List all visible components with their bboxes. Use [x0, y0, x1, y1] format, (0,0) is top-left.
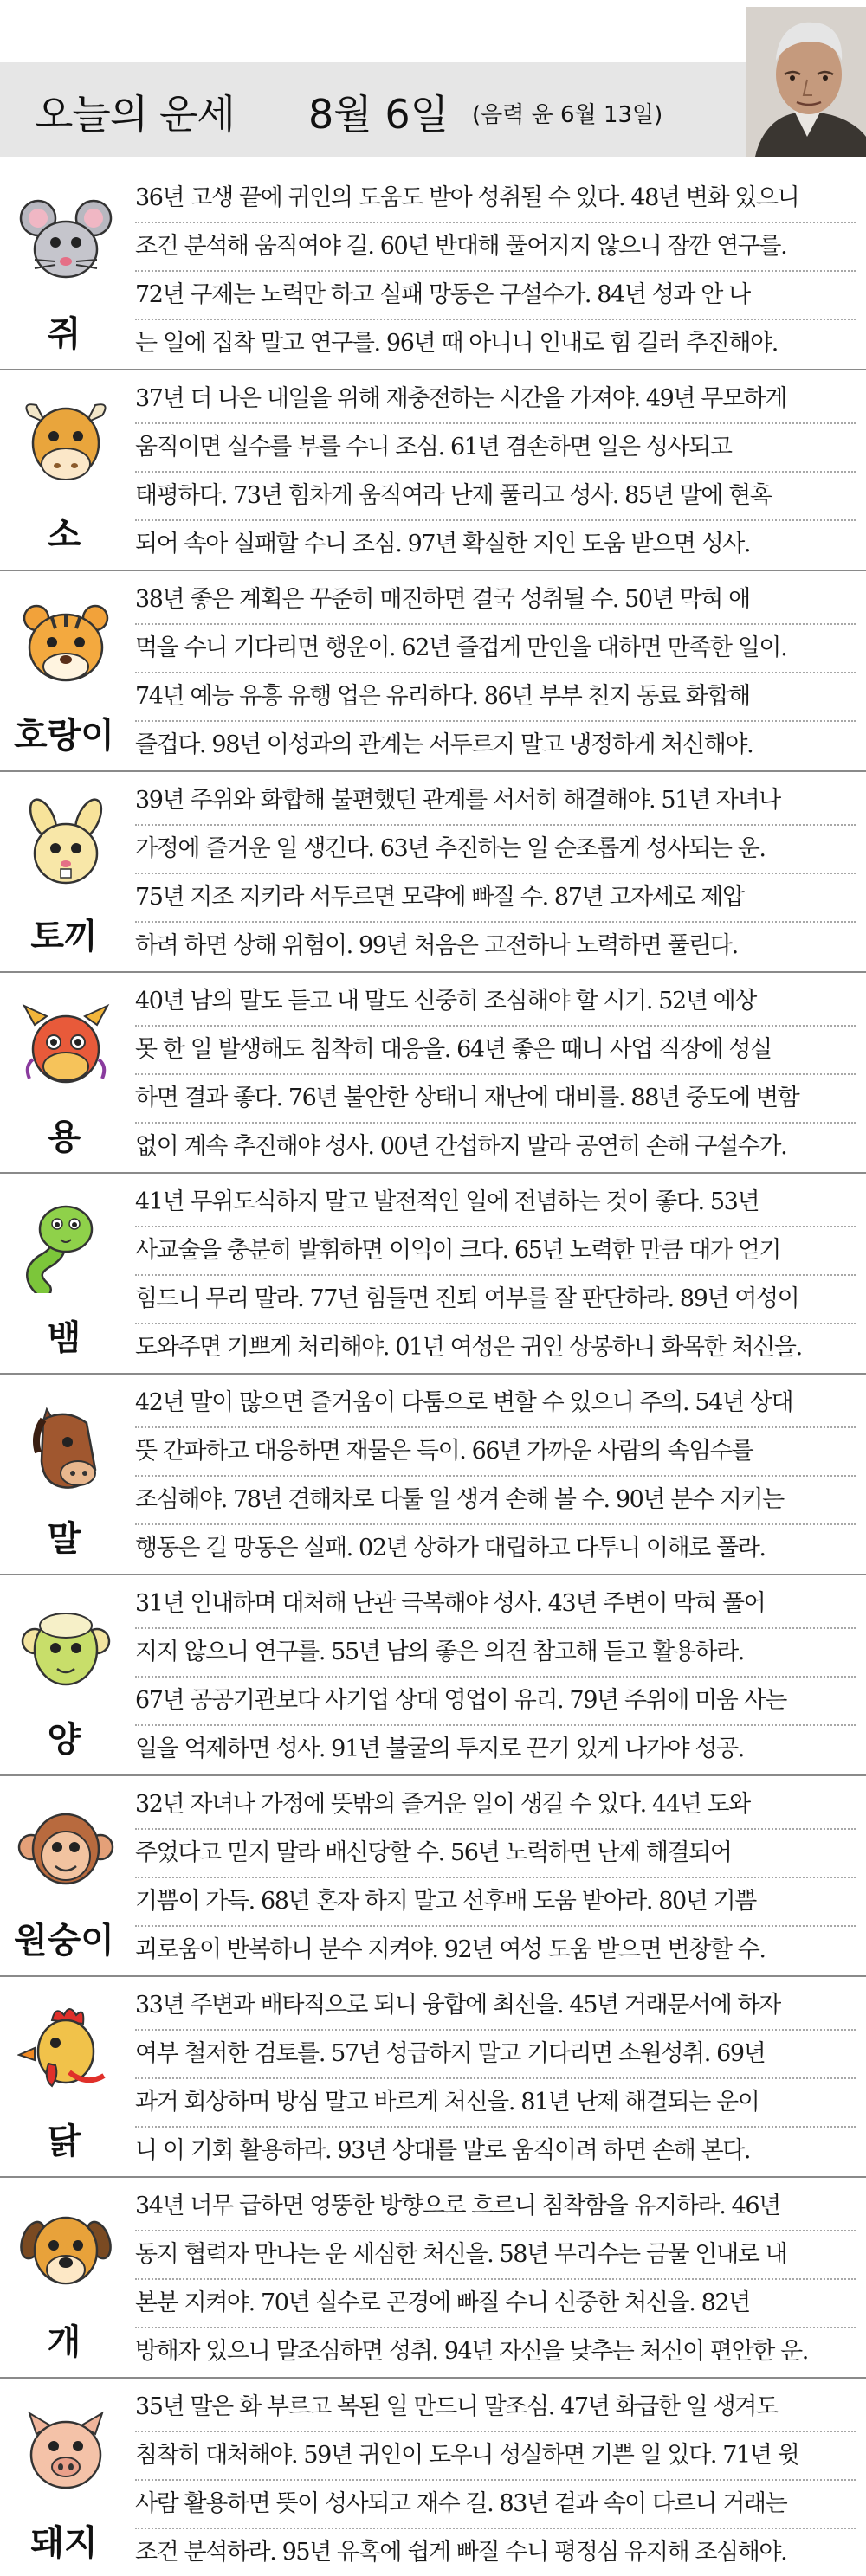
fortune-line: 못 한 일 발생해도 침착히 대응을. 64년 좋은 때니 사업 직장에 성실 — [135, 1027, 856, 1075]
zodiac-row-dragon — [0, 969, 866, 1170]
fortune-line: 뜻 간파하고 대응하면 재물은 득이. 66년 가까운 사람의 속임수를 — [135, 1428, 856, 1477]
dragon-icon — [17, 999, 114, 1092]
zodiac-row-rabbit — [0, 769, 866, 969]
fortune-line: 니 이 기회 활용하라. 93년 상대를 말로 움직이려 하면 손해 본다. — [135, 2137, 751, 2164]
horse-icon — [17, 1401, 114, 1494]
animal-name: 쥐 — [47, 314, 81, 354]
zodiac-animal-rat — [0, 166, 128, 367]
animal-name: 용 — [47, 1117, 81, 1157]
animal-name: 닭 — [47, 2122, 81, 2161]
fortune-line: 움직이면 실수를 부를 수니 조심. 61년 겸손하면 일은 성사되고 — [135, 424, 856, 473]
date-label: 8월 6일 — [308, 91, 449, 138]
fortune-line: 힘드니 무리 말라. 77년 힘들면 진퇴 여부를 잘 판단하라. 89년 여성이 — [135, 1276, 856, 1324]
animal-name: 양 — [47, 1720, 81, 1760]
fortune-line: 없이 계속 추진해야 성사. 00년 간섭하지 말라 공연히 손해 구설수가. — [135, 1133, 787, 1160]
fortune-line: 는 일에 집착 말고 연구를. 96년 때 아니니 인내로 힘 길러 추진해야. — [135, 330, 778, 357]
columnist-portrait — [746, 7, 866, 157]
fortune-line: 여부 철저한 검토를. 57년 성급하지 말고 기다리면 소원성취. 69년 — [135, 2031, 856, 2079]
animal-name: 말 — [47, 1519, 81, 1559]
pig-icon — [17, 2405, 114, 2498]
zodiac-row-ox — [0, 367, 866, 568]
fortune-line: 36년 고생 끝에 귀인의 도움도 받아 성취될 수 있다. 48년 변화 있으니 — [135, 175, 856, 223]
fortune-text — [135, 1982, 856, 2173]
fortune-line: 사람 활용하면 뜻이 성사되고 재수 길. 83년 겉과 속이 다르니 거래는 — [135, 2481, 856, 2529]
fortune-line: 75년 지조 지키라 서두르면 모략에 빠질 수. 87년 고자세로 제압 — [135, 874, 856, 923]
fortune-line: 과거 회상하며 방심 말고 바르게 처신을. 81년 난제 해결되는 운이 — [135, 2079, 856, 2128]
page-title: 오늘의 운세 — [35, 91, 235, 138]
fortune-line: 조건 분석하라. 95년 유혹에 쉽게 빠질 수니 평정심 유지해 조심해야. — [135, 2539, 787, 2566]
tiger-icon — [17, 597, 114, 691]
fortune-line: 38년 좋은 계획은 꾸준히 매진하면 결국 성취될 수. 50년 막혀 애 — [135, 576, 856, 625]
fortune-line: 동지 협력자 만나는 운 세심한 처신을. 58년 무리수는 금물 인내로 내 — [135, 2231, 856, 2280]
monkey-icon — [17, 1802, 114, 1896]
fortune-line: 42년 말이 많으면 즐거움이 다툼으로 변할 수 있으니 주의. 54년 상대 — [135, 1380, 856, 1428]
fortune-line: 하려 하면 상해 위험이. 99년 처음은 고전하나 노력하면 풀린다. — [135, 932, 738, 959]
fortune-line: 즐겁다. 98년 이성과의 관계는 서두르지 말고 냉정하게 처신해야. — [135, 731, 753, 758]
fortune-line: 31년 인내하며 대처해 난관 극복해야 성사. 43년 주변이 막혀 풀어 — [135, 1581, 856, 1629]
fortune-line: 67년 공공기관보다 사기업 상대 영업이 유리. 79년 주위에 미움 사는 — [135, 1678, 856, 1726]
sheep-icon — [17, 1601, 114, 1695]
fortune-line: 40년 남의 말도 듣고 내 말도 신중히 조심해야 할 시기. 52년 예상 — [135, 978, 856, 1027]
animal-name: 돼지 — [30, 2523, 98, 2563]
animal-name: 소 — [47, 515, 81, 555]
rooster-icon — [17, 2003, 114, 2096]
fortune-text — [135, 1380, 856, 1570]
zodiac-animal-tiger — [0, 568, 128, 769]
fortune-line: 32년 자녀나 가정에 뜻밖의 즐거운 일이 생길 수 있다. 44년 도와 — [135, 1781, 856, 1830]
fortune-text — [135, 175, 856, 365]
fortune-line: 33년 주변과 배타적으로 되니 융합에 최선을. 45년 거래문서에 하자 — [135, 1982, 856, 2031]
zodiac-animal-pig — [0, 2375, 128, 2576]
fortune-line: 39년 주위와 화합해 불편했던 관계를 서서히 해결해야. 51년 자녀나 — [135, 777, 856, 826]
fortune-text — [135, 2384, 856, 2574]
fortune-line: 74년 예능 유흥 유행 업은 유리하다. 86년 부부 친지 동료 화합해 — [135, 673, 856, 722]
zodiac-row-snake — [0, 1170, 866, 1371]
zodiac-row-horse — [0, 1371, 866, 1572]
fortune-text — [135, 1581, 856, 1771]
fortune-line: 41년 무위도식하지 말고 발전적인 일에 전념하는 것이 좋다. 53년 — [135, 1179, 856, 1227]
fortune-line: 행동은 길 망동은 실패. 02년 상하가 대립하고 다투니 이해로 풀라. — [135, 1535, 766, 1562]
zodiac-animal-sheep — [0, 1572, 128, 1773]
animal-name: 토끼 — [30, 917, 98, 956]
fortune-line: 되어 속아 실패할 수니 조심. 97년 확실한 지인 도움 받으면 성사. — [135, 531, 751, 557]
rat-icon — [17, 196, 114, 289]
snake-icon — [17, 1200, 114, 1293]
fortune-line: 가정에 즐거운 일 생긴다. 63년 추진하는 일 순조롭게 성사되는 운. — [135, 826, 856, 874]
fortune-line: 태평하다. 73년 힘차게 움직여라 난제 풀리고 성사. 85년 말에 현혹 — [135, 473, 856, 521]
fortune-line: 기쁨이 가득. 68년 혼자 하지 말고 선후배 도움 받아라. 80년 기쁨 — [135, 1878, 856, 1927]
fortune-line: 35년 말은 화 부르고 복된 일 만드니 말조심. 47년 화급한 일 생겨도 — [135, 2384, 856, 2432]
fortune-text — [135, 2183, 856, 2373]
fortune-line: 37년 더 나은 내일을 위해 재충전하는 시간을 가져야. 49년 무모하게 — [135, 376, 856, 424]
ox-icon — [17, 396, 114, 490]
fortune-line: 사교술을 충분히 발휘하면 이익이 크다. 65년 노력한 만큼 대가 얻기 — [135, 1227, 856, 1276]
fortune-line: 일을 억제하면 성사. 91년 불굴의 투지로 끈기 있게 나가야 성공. — [135, 1736, 744, 1762]
fortune-line: 먹을 수니 기다리면 행운이. 62년 즐겁게 만인을 대하면 만족한 일이. — [135, 625, 856, 673]
zodiac-animal-snake — [0, 1170, 128, 1371]
fortune-text — [135, 376, 856, 566]
fortune-line: 본분 지켜야. 70년 실수로 곤경에 빠질 수니 신중한 처신을. 82년 — [135, 2280, 856, 2328]
zodiac-row-rat — [0, 166, 866, 367]
fortune-text — [135, 576, 856, 767]
zodiac-animal-rooster — [0, 1974, 128, 2174]
fortune-line: 하면 결과 좋다. 76년 불안한 상태니 재난에 대비를. 88년 중도에 변함 — [135, 1075, 856, 1124]
animal-name: 개 — [47, 2322, 81, 2362]
fortune-line: 괴로움이 반복하니 분수 지켜야. 92년 여성 도움 받으면 번창할 수. — [135, 1936, 766, 1963]
fortune-text — [135, 777, 856, 968]
fortune-line: 주었다고 믿지 말라 배신당할 수. 56년 노력하면 난제 해결되어 — [135, 1830, 856, 1878]
zodiac-row-sheep — [0, 1572, 866, 1773]
zodiac-animal-dragon — [0, 969, 128, 1170]
fortune-text — [135, 1781, 856, 1972]
zodiac-animal-rabbit — [0, 769, 128, 969]
fortune-line: 조건 분석해 움직여야 길. 60년 반대해 풀어지지 않으니 잠깐 연구를. — [135, 223, 856, 272]
fortune-line: 방해자 있으니 말조심하면 성취. 94년 자신을 낮추는 처신이 편안한 운. — [135, 2338, 808, 2365]
page-header — [0, 0, 866, 157]
zodiac-row-dog — [0, 2174, 866, 2375]
animal-name: 호랑이 — [14, 716, 114, 756]
zodiac-animal-monkey — [0, 1773, 128, 1974]
rabbit-icon — [17, 798, 114, 892]
fortune-text — [135, 978, 856, 1169]
fortune-line: 72년 구제는 노력만 하고 실패 망동은 구설수가. 84년 성과 안 나 — [135, 272, 856, 320]
animal-name: 원숭이 — [14, 1921, 114, 1961]
lunar-date-label: (음력 윤 6월 13일) — [472, 102, 663, 128]
zodiac-row-rooster — [0, 1974, 866, 2174]
zodiac-row-pig — [0, 2375, 866, 2576]
zodiac-animal-horse — [0, 1371, 128, 1572]
fortune-text — [135, 1179, 856, 1369]
zodiac-animal-dog — [0, 2174, 128, 2375]
zodiac-animal-ox — [0, 367, 128, 568]
dog-icon — [17, 2204, 114, 2297]
animal-name: 뱀 — [47, 1318, 81, 1358]
fortune-line: 조심해야. 78년 견해차로 다툴 일 생겨 손해 볼 수. 90년 분수 지키는 — [135, 1477, 856, 1525]
fortune-line: 도와주면 기쁘게 처리해야. 01년 여성은 귀인 상봉하니 화목한 처신을. — [135, 1334, 802, 1361]
fortune-line: 지지 않으니 연구를. 55년 남의 좋은 의견 참고해 듣고 활용하라. — [135, 1629, 856, 1678]
fortune-line: 34년 너무 급하면 엉뚱한 방향으로 흐르니 침착함을 유지하라. 46년 — [135, 2183, 856, 2231]
zodiac-row-tiger — [0, 568, 866, 769]
zodiac-row-monkey — [0, 1773, 866, 1974]
fortune-line: 침착히 대처해야. 59년 귀인이 도우니 성실하면 기쁜 일 있다. 71년 윗 — [135, 2432, 856, 2481]
